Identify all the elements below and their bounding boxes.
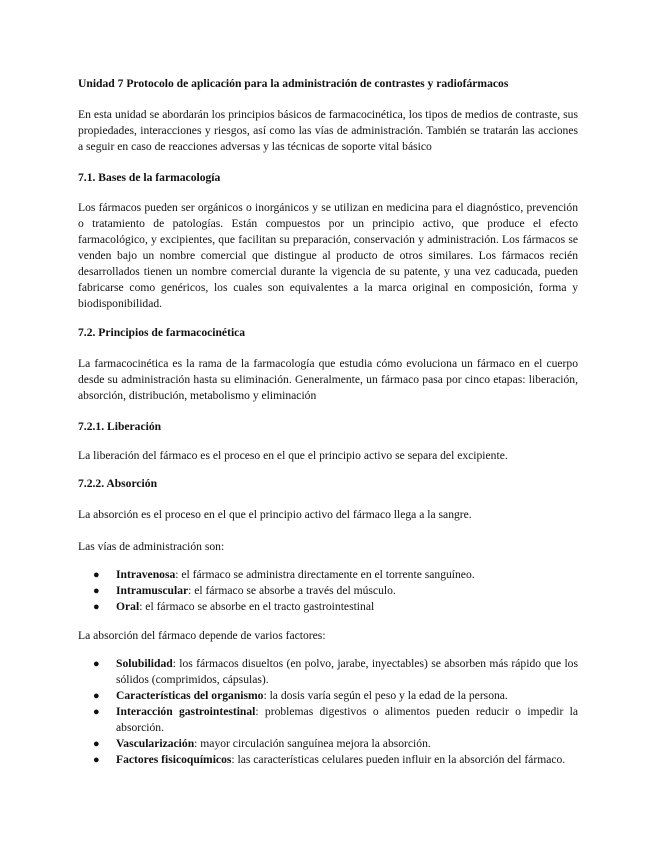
list-item-text: : la dosis varía según el peso y la edad de la persona. — [263, 689, 508, 702]
list-item — [78, 656, 578, 688]
bullet-icon: ● — [93, 706, 100, 718]
bullet-icon: ● — [93, 569, 100, 581]
list-item-term: Factores fisicoquímicos — [116, 753, 232, 766]
list-item — [78, 567, 578, 583]
list-item-term: Vascularización — [116, 737, 195, 750]
list-item-term: Oral — [116, 600, 140, 613]
list-item-text: : el fármaco se absorbe en el tracto gastrointestinal — [139, 600, 375, 613]
list-item-text: : el fármaco se administra directamente en el torrente sanguíneo. — [175, 568, 475, 581]
list-item-term: Solubilidad — [116, 657, 173, 670]
bullet-icon: ● — [93, 754, 100, 766]
section-paragraph-7-2-2: La absorción es el proceso en el que el principio activo del fármaco llega a la sangre. — [78, 508, 472, 521]
section-heading-7-2: 7.2. Principios de farmacocinética — [78, 326, 246, 339]
list-item — [78, 704, 578, 736]
routes-intro: Las vías de administración son: — [78, 540, 225, 553]
bullet-icon: ● — [93, 585, 100, 597]
list-item-text: : problemas digestivos o alimentos pueden reducir o impedir la absorción. — [116, 705, 578, 734]
list-item — [78, 599, 578, 615]
bullet-icon: ● — [93, 738, 100, 750]
list-item — [78, 736, 578, 752]
document-title: Unidad 7 Protocolo de aplicación para la administración de contrastes y radiofármacos — [78, 77, 509, 90]
section-heading-7-2-2: 7.2.2. Absorción — [78, 477, 158, 490]
factors-intro: La absorción del fármaco depende de varios factores: — [78, 629, 326, 642]
bullet-icon: ● — [93, 658, 100, 670]
list-item — [78, 688, 578, 704]
section-heading-7-1: 7.1. Bases de la farmacología — [78, 171, 221, 184]
list-item-text: : mayor circulación sanguínea mejora la absorción. — [194, 737, 431, 750]
list-item-term: Intramuscular — [116, 584, 189, 597]
list-item-text: : las características celulares pueden influir en la absorción del fármaco. — [231, 753, 566, 766]
section-heading-7-2-1: 7.2.1. Liberación — [78, 420, 162, 433]
routes-list — [78, 567, 578, 615]
bullet-icon: ● — [93, 690, 100, 702]
list-item — [78, 583, 578, 599]
list-item-text: : los fármacos disueltos (en polvo, jarabe, inyectables) se absorben más rápido que los sólidos (comprimidos, cápsulas). — [116, 657, 578, 686]
intro-paragraph: En esta unidad se abordarán los principios básicos de farmacocinética, los tipos de medios de contraste, sus propiedades, interacciones y riesgos, así como las vías de administración. También se tratarán las acciones a seguir en caso de reacciones adversas y las técnicas de soporte vital básico — [78, 108, 578, 153]
list-item-term: Interacción gastrointestinal — [116, 705, 256, 718]
section-paragraph-7-2-1: La liberación del fármaco es el proceso en el que el principio activo se separa del excipiente. — [78, 449, 508, 462]
section-paragraph-7-2: La farmacocinética es la rama de la farmacología que estudia cómo evoluciona un fármaco en el cuerpo desde su administración hasta su eliminación. Generalmente, un fármaco pasa por cinco etapas: liberación, absorción, distribución, metabolismo y eliminación — [78, 357, 578, 402]
list-item-term: Características del organismo — [116, 689, 264, 702]
bullet-icon: ● — [93, 601, 100, 613]
list-item-text: : el fármaco se absorbe a través del músculo. — [188, 584, 396, 597]
section-paragraph-7-1: Los fármacos pueden ser orgánicos o inorgánicos y se utilizan en medicina para el diagnóstico, prevención o tratamiento de patologías. Están compuestos por un principio activo, que produce el efecto farmacológico, y excipientes, que facilitan su preparación, conservación y administración. Los fármacos se venden bajo un nombre comercial que distingue al producto de otros similares. Los fármacos recién desarrollados tienen un nombre comercial durante la vigencia de su patente, y una vez caducada, pueden fabricarse como genéricos, los cuales son equivalentes a la marca original en composición, forma y biodisponibilidad. — [78, 201, 578, 310]
factors-list — [78, 656, 578, 768]
list-item-term: Intravenosa — [116, 568, 176, 581]
list-item — [78, 752, 578, 768]
